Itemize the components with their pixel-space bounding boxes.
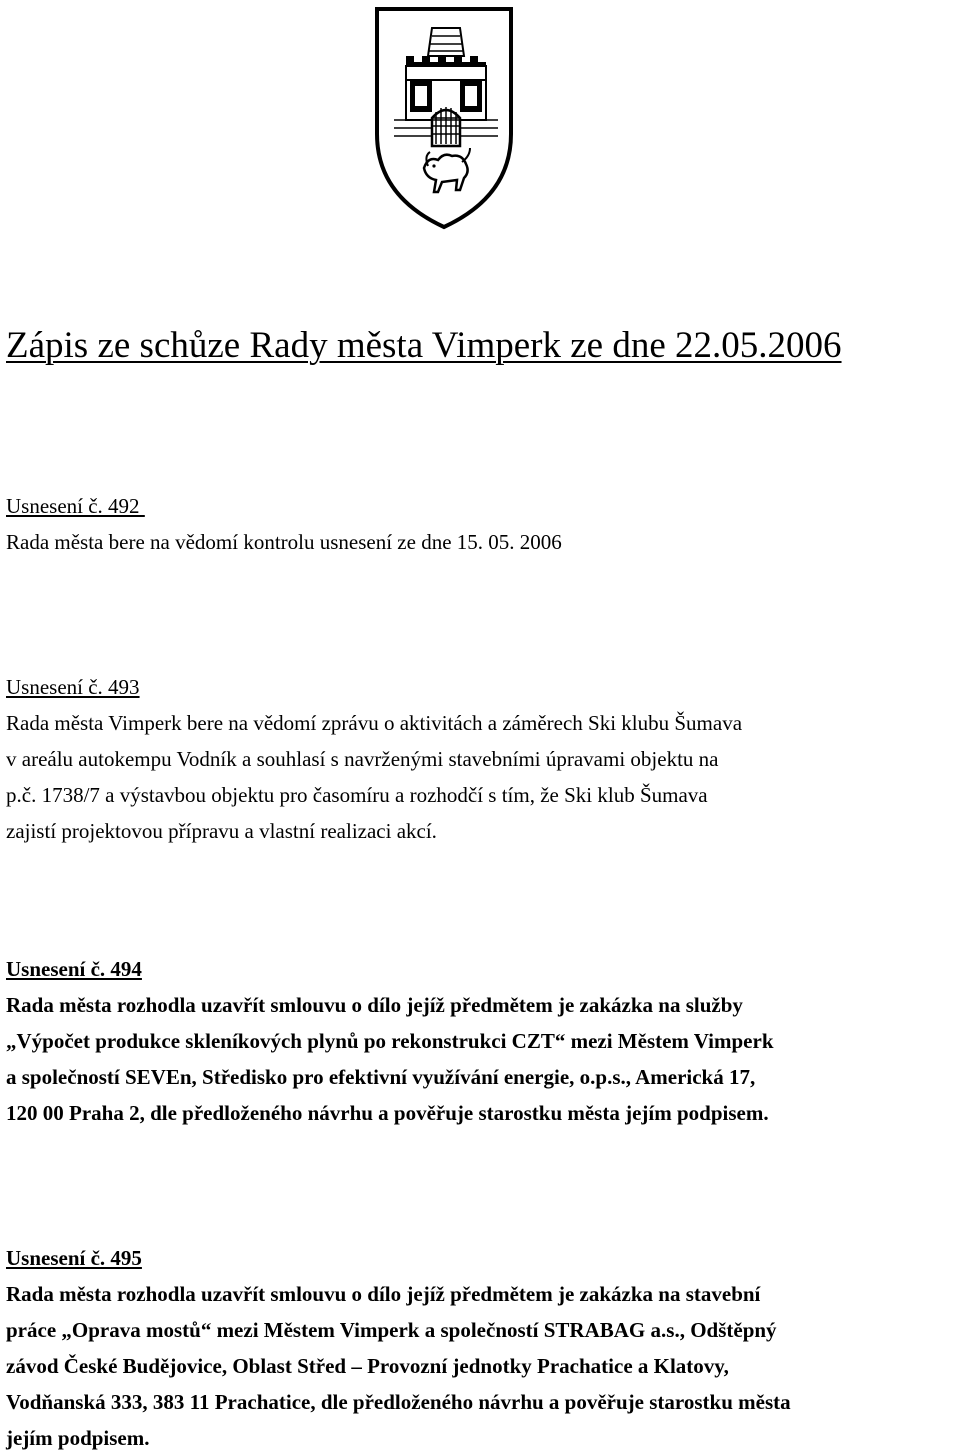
resolution-text-line: Rada města rozhodla uzavřít smlouvu o dílo jejíž předmětem je zakázka na služby [6,993,743,1017]
resolution-492 [6,488,956,560]
resolution-text-line: „Výpočet produkce skleníkových plynů po rekonstrukci CZT“ mezi Městem Vimperk [6,1029,774,1053]
resolution-494 [6,951,956,1131]
resolution-text-line: a společností SEVEn, Středisko pro efektivní využívání energie, o.p.s., Americká 17, [6,1065,756,1089]
resolution-text-line: jejím podpisem. [6,1426,150,1450]
resolution-text-line: zajistí projektovou přípravu a vlastní realizaci akcí. [6,819,437,843]
resolution-text-line: p.č. 1738/7 a výstavbou objektu pro časomíru a rozhodčí s tím, že Ski klub Šumava [6,783,708,807]
resolution-text-line: 120 00 Praha 2, dle předloženého návrhu a pověřuje starostku města jejím podpisem. [6,1101,769,1125]
resolution-495 [6,1240,956,1456]
resolution-heading: Usnesení č. 492 [6,494,145,518]
resolution-text-line: Rada města Vimperk bere na vědomí zprávu o aktivitách a záměrech Ski klubu Šumava [6,711,743,735]
resolution-heading: Usnesení č. 494 [6,957,142,981]
resolution-text-line: Vodňanská 333, 383 11 Prachatice, dle předloženého návrhu a pověřuje starostku města [6,1390,791,1414]
page-title: Zápis ze schůze Rady města Vimperk ze dne 22.05.2006 [6,325,842,366]
resolution-493 [6,669,956,849]
resolution-text-line: v areálu autokempu Vodník a souhlasí s navrženými stavebními úpravami objektu na [6,747,719,771]
resolution-text-line: závod České Budějovice, Oblast Střed – Provozní jednotky Prachatice a Klatovy, [6,1354,729,1378]
resolution-text-line: Rada města bere na vědomí kontrolu usnesení ze dne 15. 05. 2006 [6,530,562,554]
resolution-text-line: práce „Oprava mostů“ mezi Městem Vimperk a společností STRABAG a.s., Odštěpný [6,1318,777,1342]
town-coat-of-arms-icon [374,6,514,230]
resolution-heading: Usnesení č. 495 [6,1246,142,1270]
resolution-heading: Usnesení č. 493 [6,675,140,699]
resolution-text-line: Rada města rozhodla uzavřít smlouvu o dílo jejíž předmětem je zakázka na stavební [6,1282,761,1306]
